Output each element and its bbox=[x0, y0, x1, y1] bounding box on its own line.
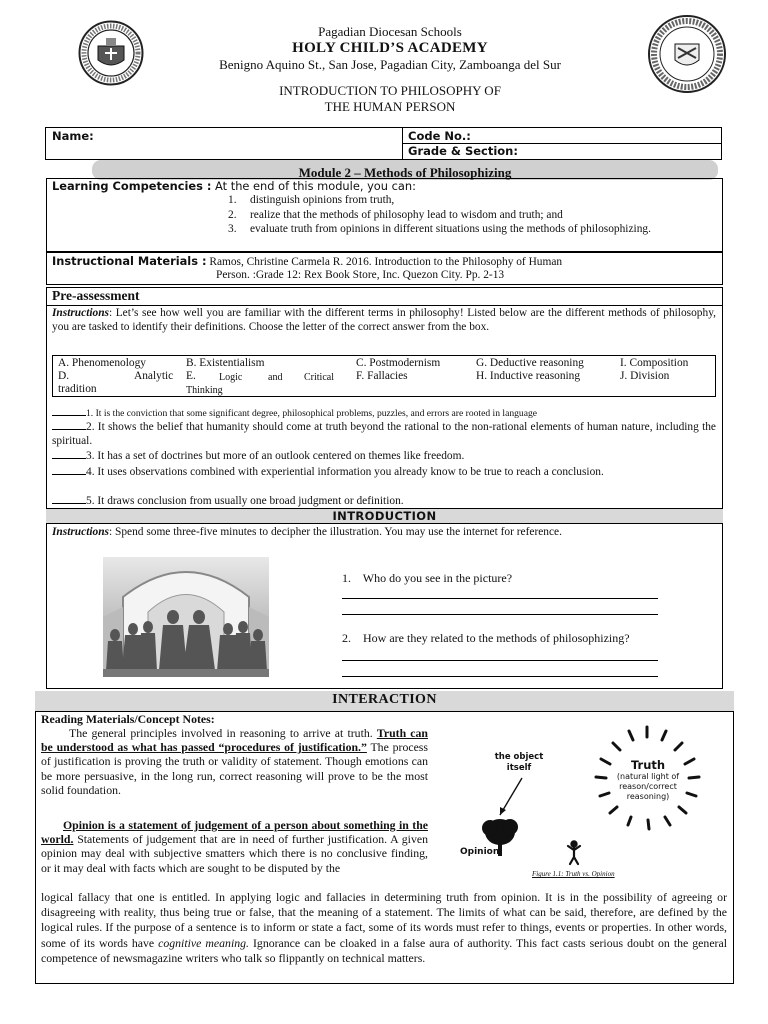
instructions-text: : Let’s see how well you are familiar with the different terms in philosophy! Listed below are the different methods of philosophy, you are tasked to identify their definitions. Choose the letter of the correct answer from the box. bbox=[52, 307, 716, 334]
materials-line1 bbox=[52, 254, 562, 269]
p3-italic: cognitive meaning. bbox=[158, 935, 249, 950]
question-5-text: 5. It draws conclusion from usually one broad judgment or definition. bbox=[86, 495, 404, 507]
opinion-label: Opinion bbox=[460, 847, 500, 857]
intro-instructions-label: Instructions bbox=[52, 526, 109, 538]
introduction-title: INTRODUCTION bbox=[332, 509, 437, 523]
student-info-table bbox=[45, 127, 722, 160]
intro-instructions-text: : Spend some three-five minutes to decipher the illustration. You may use the internet for reference. bbox=[108, 526, 562, 538]
subject-title-line2: THE HUMAN PERSON bbox=[324, 99, 456, 114]
intro-answer-line-1b[interactable] bbox=[342, 614, 658, 615]
choice-e-letter: E. bbox=[186, 370, 196, 382]
intro-answer-line-2b[interactable] bbox=[342, 676, 658, 677]
choice-g: G. Deductive reasoning bbox=[476, 357, 584, 369]
choice-e-word2: and bbox=[268, 372, 283, 383]
truth-label: Truth bbox=[630, 758, 666, 772]
choice-e-word3: Critical bbox=[304, 372, 334, 383]
school-of-athens-image bbox=[103, 557, 269, 677]
intro-answer-line-1a[interactable] bbox=[342, 598, 658, 599]
paragraph-opinion bbox=[41, 818, 428, 875]
p3-text-a: logical fallacy that one is entitled. In applying logic and fallacies in determining truth from opinion. It is in the possibility of agreeing or disagreeing with reality, thus being true or false, that the meaning of a statement. The limits of what can be said, therefore, are defined by the logical rules. If the purpose of a sentence is to inform or state a fact, some of its words must refer to things, events or properties. In other words, some of its words have bbox=[41, 890, 727, 950]
materials-label: Instructional Materials : bbox=[52, 254, 207, 268]
paragraph-logic bbox=[41, 890, 727, 966]
choice-b: B. Existentialism bbox=[186, 357, 265, 369]
choice-i: I. Composition bbox=[620, 357, 689, 369]
choice-a: A. Phenomenology bbox=[58, 357, 146, 369]
p3-text-b: Ignorance can be cloaked in a false aura of authority. This fact casts serious doubt on the general competence of newsmagazine writers who talk so flippantly on technical matters. bbox=[41, 935, 727, 965]
paragraph-truth bbox=[41, 726, 428, 797]
reading-materials-label: Reading Materials/Concept Notes: bbox=[41, 712, 215, 726]
competencies-heading bbox=[52, 179, 416, 193]
competency-text: realize that the methods of philosophy lead to wisdom and truth; and bbox=[250, 209, 563, 221]
competency-item-3: 3. evaluate truth from opinions in different situations using the methods of philosophizing. bbox=[228, 222, 716, 236]
choice-d-word1: Analytic bbox=[134, 370, 174, 382]
competencies-label: Learning Competencies : bbox=[52, 179, 212, 193]
module-title: Module 2 – Methods of Philosophizing bbox=[298, 165, 512, 180]
object-itself-label: the object itself bbox=[494, 752, 544, 773]
instructions-label: Instructions bbox=[52, 307, 109, 319]
question-1-text: 1. It is the conviction that some significant degree, philosophical problems, puzzles, and errors are rooted in language bbox=[86, 408, 538, 419]
answer-blank-3[interactable] bbox=[52, 448, 86, 459]
materials-text-1: Ramos, Christine Carmela R. 2016. Introduction to the Philosophy of Human bbox=[206, 256, 563, 268]
choice-h: H. Inductive reasoning bbox=[476, 370, 581, 382]
person-icon bbox=[568, 841, 580, 864]
question-2 bbox=[52, 419, 716, 448]
competency-text: evaluate truth from opinions in different situations using the methods of philosophizing. bbox=[250, 223, 651, 235]
question-3-text: 3. It has a set of doctrines but more of an outlook centered on themes like freedom. bbox=[86, 450, 465, 462]
truth-vs-opinion-figure bbox=[450, 715, 730, 885]
competencies-intro: At the end of this module, you can: bbox=[211, 179, 416, 193]
answer-blank-2[interactable] bbox=[52, 419, 86, 430]
school-name: HOLY CHILD’S ACADEMY bbox=[292, 40, 488, 56]
intro-question-2: 2. How are they related to the methods of philosophizing? bbox=[342, 631, 630, 645]
seal-left-icon bbox=[78, 20, 144, 86]
intro-answer-line-2a[interactable] bbox=[342, 660, 658, 661]
name-field-label: Name: bbox=[52, 129, 94, 143]
p2-text: Statements of judgement that are in need of further justification. A given opinion may deal with subjective smatters which there is no conclusive finding, or it may deal with facts which are sought to be disputed by the bbox=[41, 832, 428, 875]
truth-description: (natural light of reason/correct reasoning) bbox=[616, 772, 680, 801]
interaction-title: INTERACTION bbox=[332, 692, 437, 707]
competency-text: distinguish opinions from truth, bbox=[250, 194, 395, 206]
subject-title-line1: INTRODUCTION TO PHILOSOPHY OF bbox=[279, 83, 501, 98]
choice-d-word2: tradition bbox=[58, 383, 97, 395]
materials-text-2: Person. :Grade 12: Rex Book Store, Inc. Quezon City. Pp. 2-13 bbox=[216, 269, 505, 281]
question-4 bbox=[52, 464, 716, 479]
choice-e-word4: Thinking bbox=[186, 385, 223, 396]
answer-blank-1[interactable] bbox=[52, 405, 86, 416]
choice-d-letter: D. bbox=[58, 370, 70, 382]
seal-right bbox=[642, 14, 732, 94]
figure-caption: Figure 1.1: Truth vs. Opinion bbox=[532, 870, 615, 878]
competency-item-2: 2. realize that the methods of philosophy lead to wisdom and truth; and bbox=[228, 209, 563, 221]
question-4-text: 4. It uses observations combined with experiential information you already know to be true to reach a conclusion. bbox=[86, 466, 604, 478]
choice-e-word1: Logic bbox=[219, 372, 243, 383]
preassessment-instructions bbox=[52, 306, 716, 334]
question-5 bbox=[52, 493, 716, 508]
p1-text-b: The process of justification is proving the truth or validity of statement. Though emotions can be more persuasive, in the long run, correct reasoning will prove to be the most solid foundation. bbox=[41, 740, 428, 797]
answer-blank-5[interactable] bbox=[52, 493, 86, 504]
competency-item-1: 1. distinguish opinions from truth, bbox=[228, 194, 395, 206]
seal-left bbox=[78, 20, 144, 86]
p1-bold: Truth can be understood as what has passed “procedures of justification.” bbox=[41, 726, 428, 755]
intro-question-1: 1. Who do you see in the picture? bbox=[342, 571, 513, 585]
p2-bold: Opinion is a statement of judgement of a person about something in the world. bbox=[41, 818, 428, 847]
preassessment-title: Pre-assessment bbox=[52, 288, 140, 303]
choice-j: J. Division bbox=[620, 370, 670, 382]
seal-right-icon bbox=[642, 14, 732, 94]
question-2-text: 2. It shows the belief that humanity should come at truth beyond the rational to the non-rational elements of human nature, including the spiritual. bbox=[52, 421, 716, 447]
grade-field-label: Grade & Section: bbox=[408, 144, 518, 158]
question-3 bbox=[52, 448, 716, 463]
org-name: Pagadian Diocesan Schools bbox=[318, 24, 462, 39]
school-address: Benigno Aquino St., San Jose, Pagadian City, Zamboanga del Sur bbox=[219, 57, 561, 72]
choice-c: C. Postmodernism bbox=[356, 357, 441, 369]
answer-blank-4[interactable] bbox=[52, 464, 86, 475]
code-field-label: Code No.: bbox=[408, 129, 471, 143]
introduction-instructions bbox=[52, 525, 716, 539]
choice-f: F. Fallacies bbox=[356, 370, 408, 382]
p1-text-a: The general principles involved in reasoning to arrive at truth. bbox=[69, 726, 377, 740]
